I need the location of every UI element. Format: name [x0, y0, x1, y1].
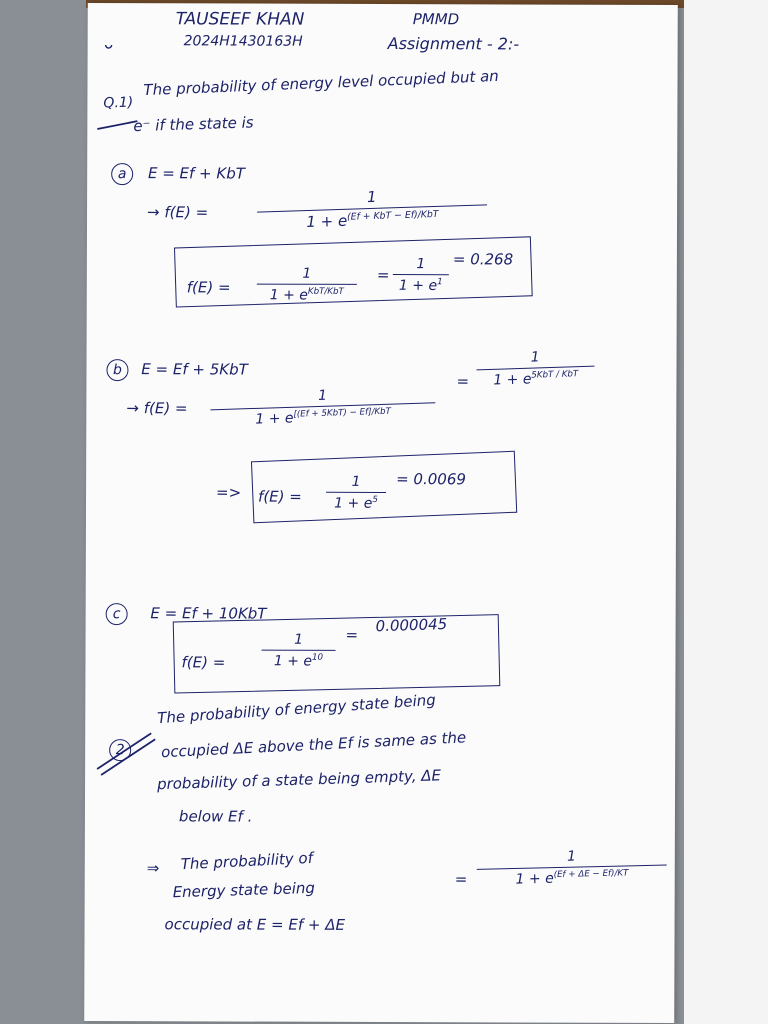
- q2-line7: occupied at E = Ef + ΔE: [164, 915, 346, 934]
- q2-equals: =: [454, 870, 468, 889]
- q2-marker: 2: [109, 739, 131, 761]
- part-a-box-numerator2: 1: [416, 256, 426, 273]
- part-b-condition: E = Ef + 5KbT: [141, 360, 248, 379]
- part-b-numerator: 1: [317, 387, 328, 404]
- part-b-box-numerator: 1: [351, 473, 361, 490]
- part-a-marker: a: [111, 163, 133, 185]
- part-b-den-base: 1 + e: [255, 410, 294, 428]
- part-b-den2-base: 1 + e: [493, 371, 532, 389]
- part-a-box-den2-base: 1 + e: [398, 277, 438, 294]
- part-b-lhs: f(E) =: [143, 399, 188, 418]
- q2-line4: below Ef .: [178, 807, 253, 826]
- part-a-box-den-base: 1 + e: [269, 287, 308, 304]
- q2-line5: The probability of: [180, 848, 314, 874]
- part-c-box-lhs: f(E) =: [181, 653, 226, 672]
- q2-exponent: (Ef + ΔE − Ef)/KT: [553, 868, 629, 881]
- q1-tag: Q.1): [103, 94, 134, 112]
- student-name: TAUSEEF KHAN: [175, 9, 305, 30]
- part-b-exponent: [(Ef + 5KbT) − Ef]/KbT: [293, 406, 392, 420]
- notebook-page: [84, 3, 678, 1023]
- part-a-equals: =: [376, 265, 390, 285]
- part-b-box-den-base: 1 + e: [334, 495, 373, 512]
- part-a-box-lhs: f(E) =: [186, 278, 231, 297]
- course-code: PMMD: [412, 10, 460, 29]
- q2-numerator: 1: [566, 848, 577, 865]
- part-a-lhs: f(E) =: [164, 203, 209, 222]
- part-c-result: 0.000045: [375, 614, 448, 636]
- part-b-equals: =: [456, 372, 470, 391]
- q2-line6: Energy state being: [172, 878, 316, 902]
- part-a-exponent: (Ef + KbT − Ef)/KbT: [346, 208, 439, 223]
- part-b-arrow: →: [126, 399, 139, 418]
- part-a-arrow: →: [147, 203, 160, 222]
- part-b-marker: b: [106, 359, 128, 381]
- assignment-title: Assignment - 2:-: [387, 34, 520, 54]
- q1-underline: [97, 121, 137, 129]
- part-a-box-exponent: KbT/KbT: [307, 286, 344, 297]
- q2-underline-stroke2: [101, 739, 155, 775]
- ink-strokes: [84, 3, 678, 1023]
- part-a-box-exponent2: 1: [437, 277, 443, 288]
- scan-margin: [684, 0, 768, 1024]
- part-b-numerator2: 1: [530, 349, 540, 366]
- part-c-box-den-base: 1 + e: [273, 653, 313, 670]
- part-b-box-exponent: 5: [372, 494, 378, 505]
- q2-line1: The probability of energy state being: [156, 690, 437, 728]
- part-c-equals: =: [345, 625, 359, 644]
- part-a-result: = 0.268: [452, 250, 514, 269]
- part-a-box-numerator: 1: [302, 265, 312, 282]
- part-a-den-base: 1 + e: [306, 211, 348, 232]
- q2-implies: ⇒: [146, 859, 160, 878]
- part-c-marker: c: [106, 603, 128, 625]
- student-roll: 2024H1430163H: [183, 33, 303, 50]
- part-b-exponent2: 5KbT / KbT: [531, 369, 579, 381]
- q1-statement-line2: e⁻ if the state is: [133, 113, 254, 136]
- q2-den-base: 1 + e: [515, 870, 554, 888]
- part-b-result: = 0.0069: [396, 470, 466, 489]
- part-c-condition: E = Ef + 10KbT: [150, 604, 267, 623]
- part-c-box-numerator: 1: [294, 631, 304, 648]
- q2-line3: probability of a state being empty, ΔE: [156, 766, 442, 794]
- part-c-box-exponent: 10: [312, 652, 324, 663]
- part-a-numerator: 1: [366, 187, 377, 207]
- q2-underline-stroke1: [97, 733, 151, 769]
- part-b-implies: =>: [216, 483, 242, 502]
- part-b-box-lhs: f(E) =: [258, 487, 302, 506]
- q1-statement-line1: The probability of energy level occupied but an: [143, 66, 500, 100]
- q2-line2: occupied ΔE above the Ef is same as the: [160, 728, 467, 762]
- part-a-condition: E = Ef + KbT: [147, 164, 245, 183]
- margin-mark: [106, 45, 112, 48]
